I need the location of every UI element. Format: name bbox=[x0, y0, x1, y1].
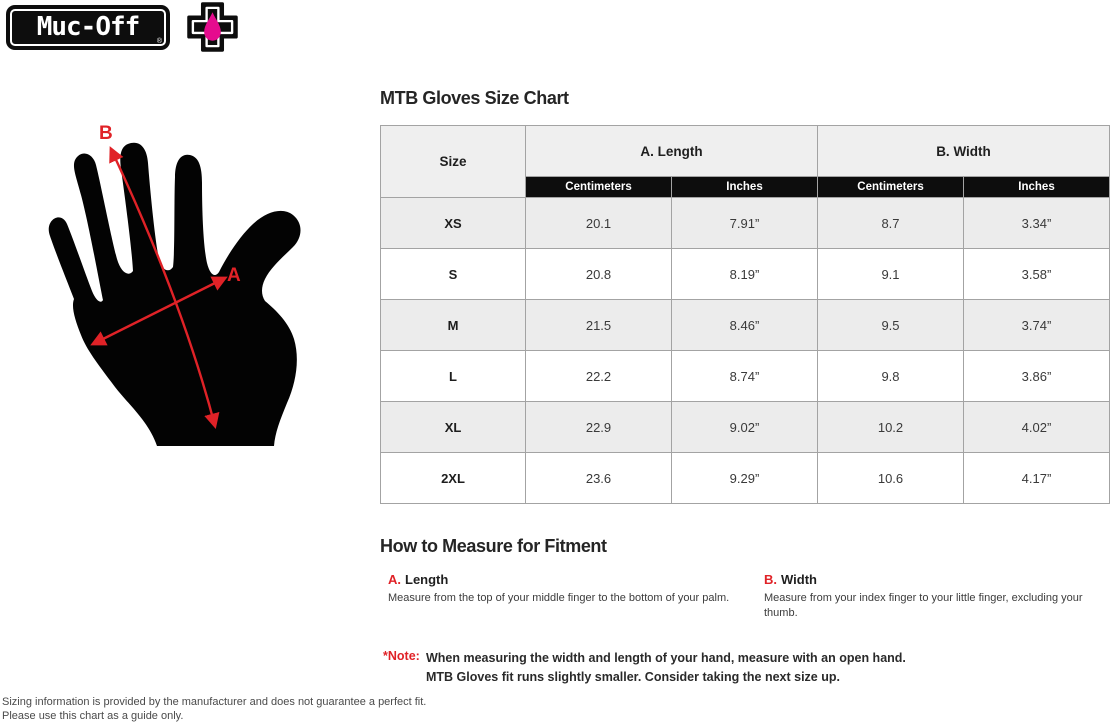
measure-label-length: Length bbox=[405, 572, 449, 587]
length-cm-cell: 21.5 bbox=[526, 300, 672, 351]
table-header-row-groups bbox=[381, 126, 1110, 177]
width-cm-cell: 10.6 bbox=[818, 453, 964, 504]
note-line-2: MTB Gloves fit runs slightly smaller. Consider taking the next size up. bbox=[426, 669, 840, 684]
length-in-cell: 7.91” bbox=[672, 198, 818, 249]
length-cm-cell: 20.8 bbox=[526, 249, 672, 300]
length-in-cell: 8.19” bbox=[672, 249, 818, 300]
measure-key-b: B. bbox=[764, 572, 777, 587]
col-header-width: B. Width bbox=[818, 126, 1110, 177]
length-in-cell: 9.29” bbox=[672, 453, 818, 504]
note-text bbox=[426, 649, 906, 686]
width-cm-cell: 8.7 bbox=[818, 198, 964, 249]
subheader-width-in: Inches bbox=[964, 177, 1110, 198]
disclaimer-line-2: Please use this chart as a guide only. bbox=[2, 710, 184, 722]
length-cm-cell: 22.9 bbox=[526, 402, 672, 453]
mucoff-wordmark-logo bbox=[6, 5, 170, 50]
size-cell: S bbox=[381, 249, 526, 300]
diagram-label-b: B bbox=[99, 123, 113, 144]
diagram-label-a: A bbox=[227, 265, 241, 286]
measure-key-a: A. bbox=[388, 572, 401, 587]
disclaimer-line-1: Sizing information is provided by the manufacturer and does not guarantee a perfect fit. bbox=[2, 696, 427, 708]
width-in-cell: 3.86” bbox=[964, 351, 1110, 402]
measure-desc-width: Measure from your index finger to your little finger, excluding your thumb. bbox=[764, 592, 1083, 619]
note-line-1: When measuring the width and length of your hand, measure with an open hand. bbox=[426, 651, 906, 665]
size-cell: M bbox=[381, 300, 526, 351]
size-cell: 2XL bbox=[381, 453, 526, 504]
width-in-cell: 3.74” bbox=[964, 300, 1110, 351]
width-cm-cell: 9.5 bbox=[818, 300, 964, 351]
subheader-length-in: Inches bbox=[672, 177, 818, 198]
size-cell: XS bbox=[381, 198, 526, 249]
size-row-xl bbox=[381, 402, 1110, 453]
width-in-cell: 4.02” bbox=[964, 402, 1110, 453]
brand-wordmark-text: Muc-Off bbox=[36, 11, 140, 42]
length-cm-cell: 23.6 bbox=[526, 453, 672, 504]
length-in-cell: 9.02” bbox=[672, 402, 818, 453]
subheader-width-cm: Centimeters bbox=[818, 177, 964, 198]
measure-item-length bbox=[388, 572, 762, 606]
measure-heading-length bbox=[388, 572, 762, 587]
size-cell: L bbox=[381, 351, 526, 402]
hand-measurement-diagram bbox=[30, 100, 325, 450]
col-header-size: Size bbox=[381, 126, 526, 198]
size-row-s bbox=[381, 249, 1110, 300]
measure-label-width: Width bbox=[781, 572, 817, 587]
measure-heading-width bbox=[764, 572, 1110, 587]
size-row-m bbox=[381, 300, 1110, 351]
note-label: *Note: bbox=[383, 649, 420, 663]
width-cm-cell: 9.8 bbox=[818, 351, 964, 402]
size-cell: XL bbox=[381, 402, 526, 453]
measure-desc-length: Measure from the top of your middle finger to the bottom of your palm. bbox=[388, 592, 730, 604]
col-header-length: A. Length bbox=[526, 126, 818, 177]
mucoff-cross-droplet-icon bbox=[185, 2, 240, 53]
footer-disclaimer bbox=[2, 695, 426, 723]
registered-trademark: ® bbox=[156, 38, 162, 45]
measure-section-title: How to Measure for Fitment bbox=[380, 536, 607, 556]
size-row-xs bbox=[381, 198, 1110, 249]
size-chart-table bbox=[380, 125, 1110, 504]
width-cm-cell: 10.2 bbox=[818, 402, 964, 453]
subheader-length-cm: Centimeters bbox=[526, 177, 672, 198]
size-chart-title: MTB Gloves Size Chart bbox=[380, 88, 569, 108]
length-in-cell: 8.74” bbox=[672, 351, 818, 402]
width-in-cell: 4.17” bbox=[964, 453, 1110, 504]
length-in-cell: 8.46” bbox=[672, 300, 818, 351]
size-row-l bbox=[381, 351, 1110, 402]
width-in-cell: 3.58” bbox=[964, 249, 1110, 300]
length-cm-cell: 22.2 bbox=[526, 351, 672, 402]
width-cm-cell: 9.1 bbox=[818, 249, 964, 300]
width-in-cell: 3.34” bbox=[964, 198, 1110, 249]
length-cm-cell: 20.1 bbox=[526, 198, 672, 249]
hand-silhouette bbox=[49, 143, 301, 446]
size-row-2xl bbox=[381, 453, 1110, 504]
measure-item-width bbox=[764, 572, 1110, 621]
